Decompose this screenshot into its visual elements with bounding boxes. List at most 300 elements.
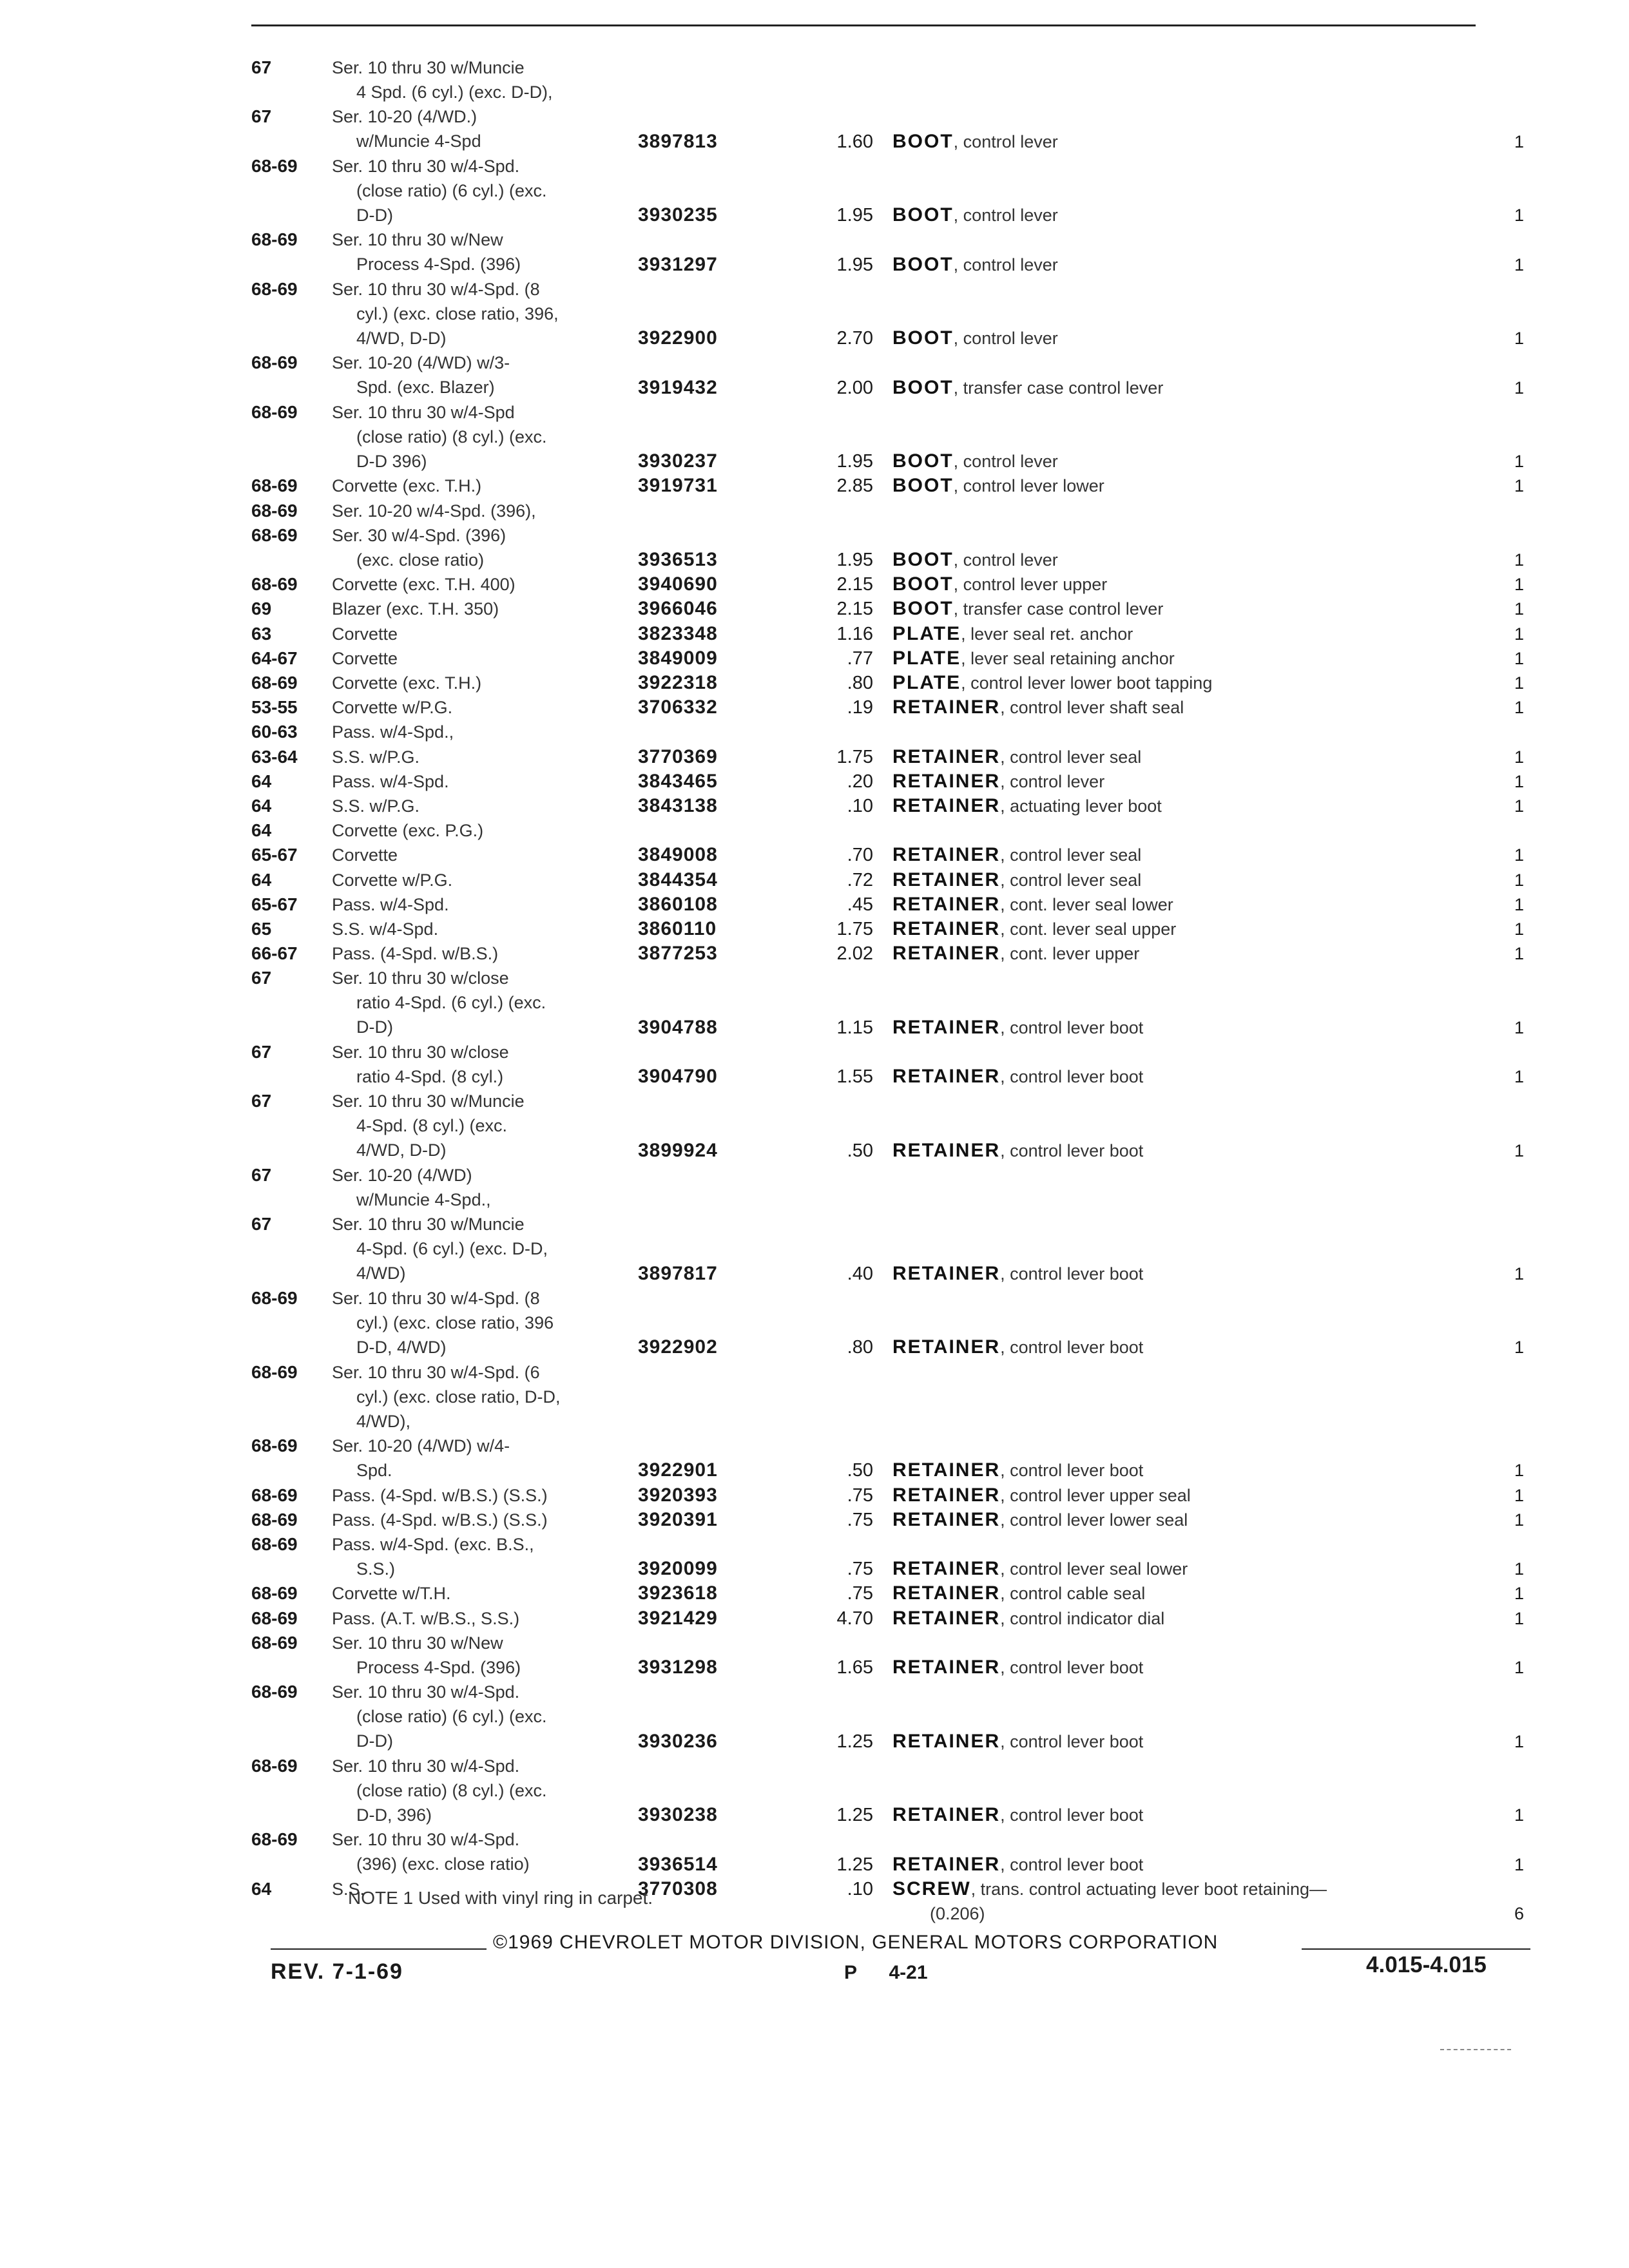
application-description bbox=[332, 1360, 635, 1434]
part-name bbox=[892, 1508, 1498, 1532]
part-name-line: PLATE, control lever lower boot tapping bbox=[892, 672, 1213, 693]
description-line: Ser. 10 thru 30 w/Muncie bbox=[332, 1215, 525, 1235]
application-description bbox=[332, 1286, 635, 1360]
table-row bbox=[0, 351, 1629, 399]
quantity: 1 bbox=[1514, 131, 1524, 151]
part-number: 3940690 bbox=[638, 573, 718, 595]
part-name bbox=[892, 253, 1498, 277]
application-description bbox=[332, 1581, 635, 1606]
description-line: Ser. 10 thru 30 w/close bbox=[332, 1043, 509, 1062]
part-number: 3922900 bbox=[638, 327, 718, 349]
list-price: 1.95 bbox=[836, 451, 873, 472]
part-number: 3844354 bbox=[638, 869, 718, 890]
part-name-line: BOOT, control lever bbox=[892, 253, 1058, 275]
quantity: 1 bbox=[1514, 845, 1524, 865]
model-year: 63 bbox=[251, 623, 272, 644]
part-number: 3920099 bbox=[638, 1558, 718, 1580]
description-line: (close ratio) (6 cyl.) (exc. bbox=[356, 180, 547, 200]
part-name bbox=[892, 1655, 1498, 1680]
description-line: Spd. bbox=[356, 1461, 392, 1481]
description-line: Ser. 10 thru 30 w/4-Spd. bbox=[332, 1756, 520, 1776]
description-line: D-D) bbox=[356, 1731, 393, 1751]
part-name-line: RETAINER, cont. lever seal lower bbox=[892, 893, 1173, 915]
part-name-line: BOOT, transfer case control lever bbox=[892, 598, 1164, 620]
table-row bbox=[0, 843, 1629, 867]
description-line: 4/WD, D-D) bbox=[356, 1140, 447, 1160]
application-description bbox=[332, 843, 635, 867]
part-name-line: RETAINER, control lever seal bbox=[892, 745, 1142, 767]
table-row bbox=[0, 1360, 1629, 1434]
part-name bbox=[892, 1557, 1498, 1581]
model-year: 68-69 bbox=[251, 673, 298, 693]
part-name bbox=[892, 1015, 1498, 1040]
model-year: 64 bbox=[251, 771, 272, 791]
application-description bbox=[332, 1754, 635, 1827]
list-price: .10 bbox=[847, 796, 873, 816]
application-description bbox=[332, 818, 635, 843]
description-line: Pass. (4-Spd. w/B.S.) (S.S.) bbox=[332, 1485, 548, 1505]
list-price: .77 bbox=[847, 648, 873, 669]
table-row bbox=[0, 868, 1629, 892]
part-name-line: PLATE, lever seal ret. anchor bbox=[892, 622, 1133, 644]
table-row bbox=[0, 1089, 1629, 1163]
part-number: 3904788 bbox=[638, 1016, 718, 1038]
application-description bbox=[332, 1212, 635, 1285]
list-price: 1.75 bbox=[836, 746, 873, 767]
application-description bbox=[332, 351, 635, 399]
part-name-line: BOOT, control lever bbox=[892, 327, 1058, 349]
model-year: 67 bbox=[251, 1165, 272, 1185]
description-line: Ser. 10 thru 30 w/close bbox=[332, 968, 509, 988]
model-year: 65-67 bbox=[251, 845, 298, 865]
quantity: 1 bbox=[1514, 452, 1524, 472]
table-row bbox=[0, 227, 1629, 276]
quantity: 1 bbox=[1514, 1264, 1524, 1283]
part-name bbox=[892, 474, 1498, 498]
model-year: 68-69 bbox=[251, 401, 298, 422]
part-name-line: RETAINER, control lever boot bbox=[892, 1459, 1144, 1481]
table-row bbox=[0, 1212, 1629, 1286]
quantity: 1 bbox=[1514, 1608, 1524, 1628]
application-description bbox=[332, 892, 635, 917]
description-line: Pass. w/4-Spd. bbox=[332, 771, 449, 791]
part-name-line: RETAINER, control lever lower seal bbox=[892, 1508, 1188, 1530]
part-name-line: BOOT, control lever bbox=[892, 204, 1058, 226]
list-price: .20 bbox=[847, 771, 873, 792]
quantity: 1 bbox=[1514, 255, 1524, 274]
part-number: 3920393 bbox=[638, 1484, 718, 1506]
part-name-line: RETAINER, control lever boot bbox=[892, 1730, 1144, 1752]
part-name bbox=[892, 1262, 1498, 1286]
description-line: Corvette w/P.G. bbox=[332, 870, 453, 890]
quantity: 6 bbox=[1514, 1903, 1524, 1923]
description-line: 4-Spd. (8 cyl.) (exc. bbox=[356, 1116, 508, 1136]
quantity: 1 bbox=[1514, 1510, 1524, 1530]
description-line: Ser. 10 thru 30 w/4-Spd. bbox=[332, 156, 520, 176]
part-number: 3904790 bbox=[638, 1066, 718, 1088]
part-name-line: RETAINER, control lever shaft seal bbox=[892, 697, 1184, 718]
description-line: Ser. 10-20 (4/WD.) bbox=[332, 107, 477, 127]
part-name-line: RETAINER, control indicator dial bbox=[892, 1607, 1165, 1629]
description-line: Ser. 10 thru 30 w/New bbox=[332, 230, 503, 250]
part-number: 3922902 bbox=[638, 1336, 718, 1358]
table-row bbox=[0, 597, 1629, 621]
part-name-line: RETAINER, control lever bbox=[892, 770, 1105, 792]
list-price: 1.15 bbox=[836, 1017, 873, 1038]
table-row bbox=[0, 622, 1629, 646]
model-year: 68-69 bbox=[251, 1583, 298, 1604]
description-line: (close ratio) (6 cyl.) (exc. bbox=[356, 1707, 547, 1727]
quantity: 1 bbox=[1514, 624, 1524, 644]
list-price: 2.15 bbox=[836, 574, 873, 595]
part-name-line: PLATE, lever seal retaining anchor bbox=[892, 647, 1175, 669]
quantity: 1 bbox=[1514, 550, 1524, 570]
part-name-line: RETAINER, control lever boot bbox=[892, 1336, 1144, 1358]
quantity: 1 bbox=[1514, 919, 1524, 939]
part-name bbox=[892, 1803, 1498, 1827]
description-line: D-D 396) bbox=[356, 451, 427, 471]
part-name bbox=[892, 1729, 1498, 1754]
description-line: Corvette w/P.G. bbox=[332, 698, 453, 718]
quantity: 1 bbox=[1514, 575, 1524, 595]
description-line: Ser. 10 thru 30 w/4-Spd bbox=[332, 402, 515, 422]
list-price: .75 bbox=[847, 1509, 873, 1530]
model-year: 68-69 bbox=[251, 1632, 298, 1653]
description-line: Ser. 10-20 (4/WD) w/3- bbox=[332, 353, 510, 373]
part-number: 3843138 bbox=[638, 795, 718, 816]
description-line: Ser. 10 thru 30 w/Muncie bbox=[332, 1091, 525, 1111]
model-year: 68-69 bbox=[251, 155, 298, 176]
table-row bbox=[0, 1483, 1629, 1508]
list-price: 1.25 bbox=[836, 1731, 873, 1752]
list-price: .19 bbox=[847, 697, 873, 718]
application-description bbox=[332, 1631, 635, 1680]
description-line: Process 4-Spd. (396) bbox=[356, 1657, 521, 1677]
part-name bbox=[892, 941, 1498, 966]
part-name-line: RETAINER, cont. lever seal upper bbox=[892, 918, 1177, 939]
application-description bbox=[332, 622, 635, 646]
part-number: 3770369 bbox=[638, 745, 718, 767]
part-number: 3966046 bbox=[638, 598, 718, 620]
description-line: w/Muncie 4-Spd bbox=[356, 131, 481, 151]
model-year: 53-55 bbox=[251, 697, 298, 718]
table-row bbox=[0, 1680, 1629, 1754]
model-year: 68-69 bbox=[251, 352, 298, 373]
quantity: 1 bbox=[1514, 476, 1524, 496]
model-year: 67 bbox=[251, 1214, 272, 1235]
list-price: .40 bbox=[847, 1263, 873, 1284]
part-name-line: BOOT, control lever bbox=[892, 130, 1058, 152]
part-name bbox=[892, 449, 1498, 474]
part-number: 3930238 bbox=[638, 1804, 718, 1826]
quantity: 1 bbox=[1514, 1584, 1524, 1604]
description-line: (close ratio) (8 cyl.) (exc. bbox=[356, 1780, 547, 1800]
description-line: S.S.) bbox=[356, 1559, 396, 1579]
revision-date: REV. 7-1-69 bbox=[271, 1959, 403, 1984]
list-price: .80 bbox=[847, 673, 873, 693]
part-name-line: RETAINER, control lever boot bbox=[892, 1804, 1144, 1826]
part-name bbox=[892, 326, 1498, 351]
footer-rule-right bbox=[1302, 1948, 1530, 1950]
model-year: 68-69 bbox=[251, 1485, 298, 1505]
part-number: 3931297 bbox=[638, 253, 718, 275]
part-name bbox=[892, 671, 1498, 695]
list-price: .50 bbox=[847, 1140, 873, 1161]
part-name bbox=[892, 794, 1498, 818]
model-year: 64 bbox=[251, 820, 272, 841]
description-line: Corvette (exc. T.H.) bbox=[332, 673, 482, 693]
quantity: 1 bbox=[1514, 771, 1524, 791]
list-price: .70 bbox=[847, 845, 873, 866]
application-description bbox=[332, 1508, 635, 1532]
table-row bbox=[0, 154, 1629, 228]
part-name-line: BOOT, control lever bbox=[892, 450, 1058, 472]
quantity: 1 bbox=[1514, 1485, 1524, 1505]
table-row bbox=[0, 966, 1629, 1040]
part-name bbox=[892, 843, 1498, 867]
model-year: 60-63 bbox=[251, 722, 298, 742]
description-line: cyl.) (exc. close ratio, D-D, bbox=[356, 1387, 561, 1407]
part-number: 3849009 bbox=[638, 647, 718, 669]
description-line: Spd. (exc. Blazer) bbox=[356, 378, 495, 398]
description-line: cyl.) (exc. close ratio, 396 bbox=[356, 1313, 554, 1332]
list-price: .75 bbox=[847, 1559, 873, 1580]
model-year: 68-69 bbox=[251, 1682, 298, 1702]
part-name bbox=[892, 1064, 1498, 1089]
part-name-line: RETAINER, control lever boot bbox=[892, 1016, 1144, 1038]
quantity: 1 bbox=[1514, 329, 1524, 349]
part-name bbox=[892, 695, 1498, 720]
list-price: 1.95 bbox=[836, 205, 873, 226]
model-year: 68-69 bbox=[251, 1288, 298, 1308]
table-row bbox=[0, 1434, 1629, 1483]
application-description bbox=[332, 941, 635, 966]
description-line: 4/WD) bbox=[356, 1264, 406, 1283]
quantity: 1 bbox=[1514, 894, 1524, 914]
part-number: 3823348 bbox=[638, 622, 718, 644]
application-description bbox=[332, 1680, 635, 1753]
list-price: 2.02 bbox=[836, 943, 873, 965]
description-line: D-D, 4/WD) bbox=[356, 1338, 447, 1357]
part-name bbox=[892, 130, 1498, 154]
quantity: 1 bbox=[1514, 796, 1524, 816]
model-year: 68-69 bbox=[251, 1361, 298, 1382]
part-name-line: RETAINER, control lever boot bbox=[892, 1853, 1144, 1875]
application-description bbox=[332, 1483, 635, 1508]
quantity: 1 bbox=[1514, 1017, 1524, 1037]
application-description bbox=[332, 671, 635, 695]
model-year: 64 bbox=[251, 869, 272, 890]
quantity: 1 bbox=[1514, 870, 1524, 890]
model-year: 63-64 bbox=[251, 746, 298, 767]
part-name bbox=[892, 572, 1498, 597]
description-line: Ser. 10 thru 30 w/New bbox=[332, 1633, 503, 1653]
description-line: 4 Spd. (6 cyl.) (exc. D-D), bbox=[356, 82, 553, 102]
application-description bbox=[332, 154, 635, 227]
model-year: 68-69 bbox=[251, 1608, 298, 1628]
list-price: 1.75 bbox=[836, 919, 873, 939]
quantity: 1 bbox=[1514, 1140, 1524, 1160]
description-line: ratio 4-Spd. (8 cyl.) bbox=[356, 1067, 504, 1086]
list-price: 1.25 bbox=[836, 1805, 873, 1826]
list-price: .75 bbox=[847, 1583, 873, 1604]
part-name bbox=[892, 1852, 1498, 1877]
table-row bbox=[0, 499, 1629, 523]
description-line: Pass. w/4-Spd., bbox=[332, 722, 454, 742]
application-description bbox=[332, 646, 635, 671]
description-line: (close ratio) (8 cyl.) (exc. bbox=[356, 427, 547, 447]
description-line: Ser. 10 thru 30 w/4-Spd. (8 bbox=[332, 1289, 540, 1308]
table-row bbox=[0, 1508, 1629, 1532]
list-price: .45 bbox=[847, 894, 873, 915]
table-row bbox=[0, 769, 1629, 794]
part-name bbox=[892, 1581, 1498, 1606]
model-year: 67 bbox=[251, 1091, 272, 1111]
quantity: 1 bbox=[1514, 1854, 1524, 1874]
table-row bbox=[0, 671, 1629, 695]
part-number: 3860108 bbox=[638, 893, 718, 915]
part-number: 3923618 bbox=[638, 1582, 718, 1604]
table-row bbox=[0, 695, 1629, 720]
model-year: 68-69 bbox=[251, 524, 298, 545]
table-row bbox=[0, 646, 1629, 671]
part-number: 3877253 bbox=[638, 943, 718, 965]
model-year: 67 bbox=[251, 968, 272, 988]
table-row bbox=[0, 277, 1629, 351]
model-year: 67 bbox=[251, 1042, 272, 1062]
quantity: 1 bbox=[1514, 698, 1524, 718]
description-line: Corvette w/T.H. bbox=[332, 1584, 451, 1604]
part-name-line: RETAINER, control lever seal bbox=[892, 844, 1142, 866]
part-name bbox=[892, 548, 1498, 572]
part-number: 3843465 bbox=[638, 770, 718, 792]
application-description bbox=[332, 1827, 635, 1876]
part-name-line: RETAINER, control lever boot bbox=[892, 1139, 1144, 1161]
description-line: w/Muncie 4-Spd., bbox=[356, 1190, 491, 1209]
part-name-line: RETAINER, control lever boot bbox=[892, 1656, 1144, 1678]
part-name-line: BOOT, control lever upper bbox=[892, 573, 1108, 595]
table-row bbox=[0, 1631, 1629, 1680]
part-name bbox=[892, 892, 1498, 917]
part-name bbox=[892, 376, 1498, 400]
part-number: 3849008 bbox=[638, 844, 718, 866]
list-price: .50 bbox=[847, 1460, 873, 1481]
quantity: 1 bbox=[1514, 1338, 1524, 1358]
quantity: 1 bbox=[1514, 378, 1524, 398]
application-description bbox=[332, 1040, 635, 1089]
part-name-line: RETAINER, actuating lever boot bbox=[892, 795, 1162, 816]
quantity: 1 bbox=[1514, 673, 1524, 693]
table-row bbox=[0, 720, 1629, 744]
part-name-line: RETAINER, control lever boot bbox=[892, 1262, 1144, 1284]
description-line: D-D) bbox=[356, 205, 393, 225]
description-line: Corvette bbox=[332, 648, 398, 668]
description-line: Ser. 10 thru 30 w/4-Spd. bbox=[332, 1682, 520, 1702]
table-row bbox=[0, 1040, 1629, 1089]
application-description bbox=[332, 499, 635, 523]
quantity: 1 bbox=[1514, 1731, 1524, 1751]
table-row bbox=[0, 1606, 1629, 1631]
table-row bbox=[0, 523, 1629, 572]
list-price: 1.16 bbox=[836, 623, 873, 644]
part-name-line: RETAINER, control lever boot bbox=[892, 1066, 1144, 1088]
description-line: ratio 4-Spd. (6 cyl.) (exc. bbox=[356, 993, 546, 1013]
description-line: Blazer (exc. T.H. 350) bbox=[332, 599, 499, 619]
application-description bbox=[332, 695, 635, 720]
table-row bbox=[0, 941, 1629, 966]
description-line: Ser. 30 w/4-Spd. (396) bbox=[332, 525, 506, 545]
description-line: Ser. 10-20 (4/WD) w/4- bbox=[332, 1436, 510, 1456]
table-row bbox=[0, 1581, 1629, 1606]
part-number: 3899924 bbox=[638, 1139, 718, 1161]
part-number: 3936513 bbox=[638, 548, 718, 570]
description-line: cyl.) (exc. close ratio, 396, bbox=[356, 303, 559, 323]
table-row bbox=[0, 474, 1629, 498]
description-line: Ser. 10 thru 30 w/4-Spd. bbox=[332, 1830, 520, 1850]
model-year: 65 bbox=[251, 919, 272, 939]
model-year: 68-69 bbox=[251, 1755, 298, 1776]
table-row bbox=[0, 1286, 1629, 1360]
footer-rule-left bbox=[271, 1948, 487, 1950]
model-year: 64-67 bbox=[251, 648, 298, 668]
quantity: 1 bbox=[1514, 206, 1524, 226]
part-name bbox=[892, 203, 1498, 227]
table-row bbox=[0, 400, 1629, 474]
model-year: 64 bbox=[251, 1878, 272, 1899]
quantity: 1 bbox=[1514, 1805, 1524, 1825]
quantity: 1 bbox=[1514, 599, 1524, 619]
part-number: 3922318 bbox=[638, 672, 718, 693]
description-line: S.S. w/P.G. bbox=[332, 796, 420, 816]
quantity: 1 bbox=[1514, 648, 1524, 668]
description-line: Pass. w/4-Spd. (exc. B.S., bbox=[332, 1535, 534, 1554]
description-line: Pass. w/4-Spd. bbox=[332, 894, 449, 914]
quantity: 1 bbox=[1514, 747, 1524, 767]
table-row bbox=[0, 917, 1629, 941]
table-row bbox=[0, 1754, 1629, 1828]
model-year: 68-69 bbox=[251, 500, 298, 521]
application-description bbox=[332, 1532, 635, 1581]
model-year: 67 bbox=[251, 57, 272, 77]
list-price: 2.70 bbox=[836, 328, 873, 349]
table-row bbox=[0, 572, 1629, 597]
application-description bbox=[332, 769, 635, 794]
part-name bbox=[892, 917, 1498, 941]
quantity: 1 bbox=[1514, 1067, 1524, 1087]
part-number: 3897813 bbox=[638, 130, 718, 152]
description-line: Pass. (4-Spd. w/B.S.) bbox=[332, 944, 499, 964]
list-price: 2.00 bbox=[836, 377, 873, 398]
application-description bbox=[332, 1606, 635, 1631]
description-line: D-D, 396) bbox=[356, 1805, 432, 1825]
application-description bbox=[332, 868, 635, 892]
list-price: 1.25 bbox=[836, 1854, 873, 1875]
quantity: 1 bbox=[1514, 944, 1524, 964]
description-line: 4/WD, D-D) bbox=[356, 328, 447, 348]
quantity: 1 bbox=[1514, 1657, 1524, 1677]
footnote: NOTE 1 Used with vinyl ring in carpet. bbox=[348, 1888, 653, 1908]
model-year: 68-69 bbox=[251, 278, 298, 299]
part-number: 3921429 bbox=[638, 1607, 718, 1629]
model-year: 65-67 bbox=[251, 894, 298, 914]
model-year: 64 bbox=[251, 796, 272, 816]
description-line: 4/WD), bbox=[356, 1411, 410, 1431]
application-description bbox=[332, 104, 635, 153]
table-row bbox=[0, 1532, 1629, 1581]
part-name-line: RETAINER, control lever upper seal bbox=[892, 1484, 1191, 1506]
application-description bbox=[332, 745, 635, 769]
description-line: Corvette (exc. T.H. 400) bbox=[332, 575, 516, 595]
